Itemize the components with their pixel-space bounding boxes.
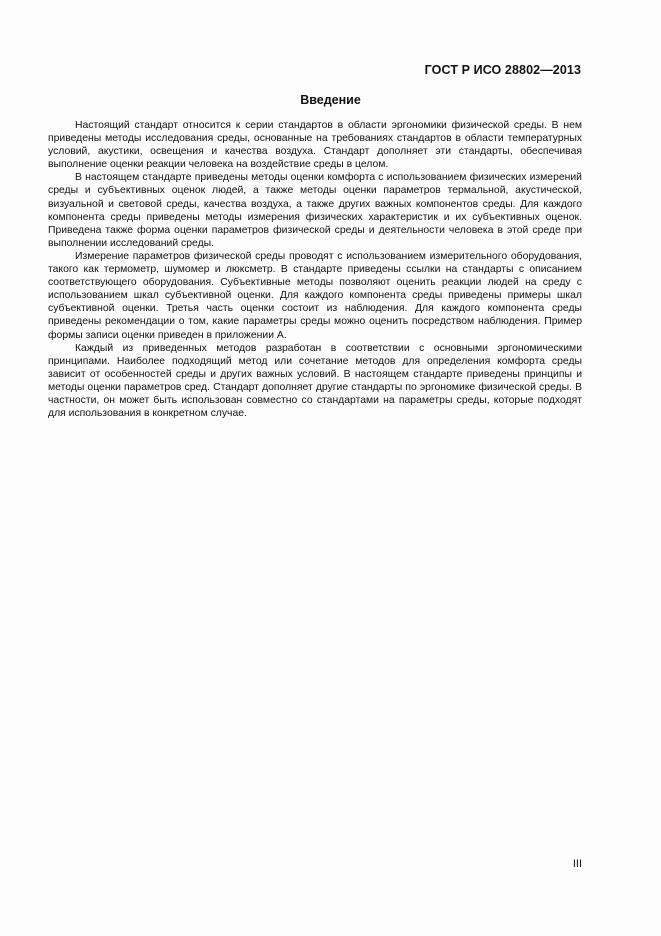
page-number: III [572, 858, 582, 870]
body-text [48, 119, 582, 420]
paragraph: Каждый из приведенных методов разработан в соответствии с основными эргономическими принципами. Наиболее подходящий метод или сочетание методов для определения комфорта среды зависит от особенностей среды и других важных условий. В настоящем стандарте приведены принципы и методы оценки параметров сред. Стандарт дополняет другие стандарты по эргономике физической среды. В частности, он может быть использован совместно со стандартами на параметры среды, которые подходят для использования в конкретном случае. [48, 342, 582, 420]
paragraph: В настоящем стандарте приведены методы оценки комфорта с использованием физических измерений среды и субъективных оценок людей, а также методы оценки параметров термальной, акустической, визуальной и световой среды, качества воздуха, а также других важных компонентов среды. Для каждого компонента среды приведены методы измерения физических характеристик и их субъективных оценок. Приведена также форма оценки параметров физической среды и деятельности человека в этой среде при выполнении исследований среды. [48, 172, 582, 249]
paragraph: Настоящий стандарт относится к серии стандартов в области эргономики физической среды. В нем приведены методы исследования среды, основанные на требованиях стандартов в области температурных условий, акустики, освещения и качества воздуха. Стандарт дополняет эти стандарты, обеспечивая выполнение оценки реакции человека на воздействие среды в целом. [48, 120, 582, 171]
section-title: Введение [300, 93, 361, 107]
standard-id-header: ГОСТ Р ИСО 28802—2013 [424, 63, 581, 77]
paragraph: Измерение параметров физической среды проводят с использованием измерительного оборудования, такого как термометр, шумомер и люксметр. В стандарте приведены ссылки на стандарты с описанием соответствующего оборудования. Субъективные методы позволяют оценить реакции людей на среду с использованием шкал субъективной оценки. Для каждого компонента среды приведены примеры шкал субъективной оценки. Третья часть оценки состоит из наблюдения. Для каждого компонента среды приведены рекомендации о том, какие параметры среды можно оценить посредством наблюдения. Пример формы записи оценки приведен в приложении А. [48, 250, 582, 341]
